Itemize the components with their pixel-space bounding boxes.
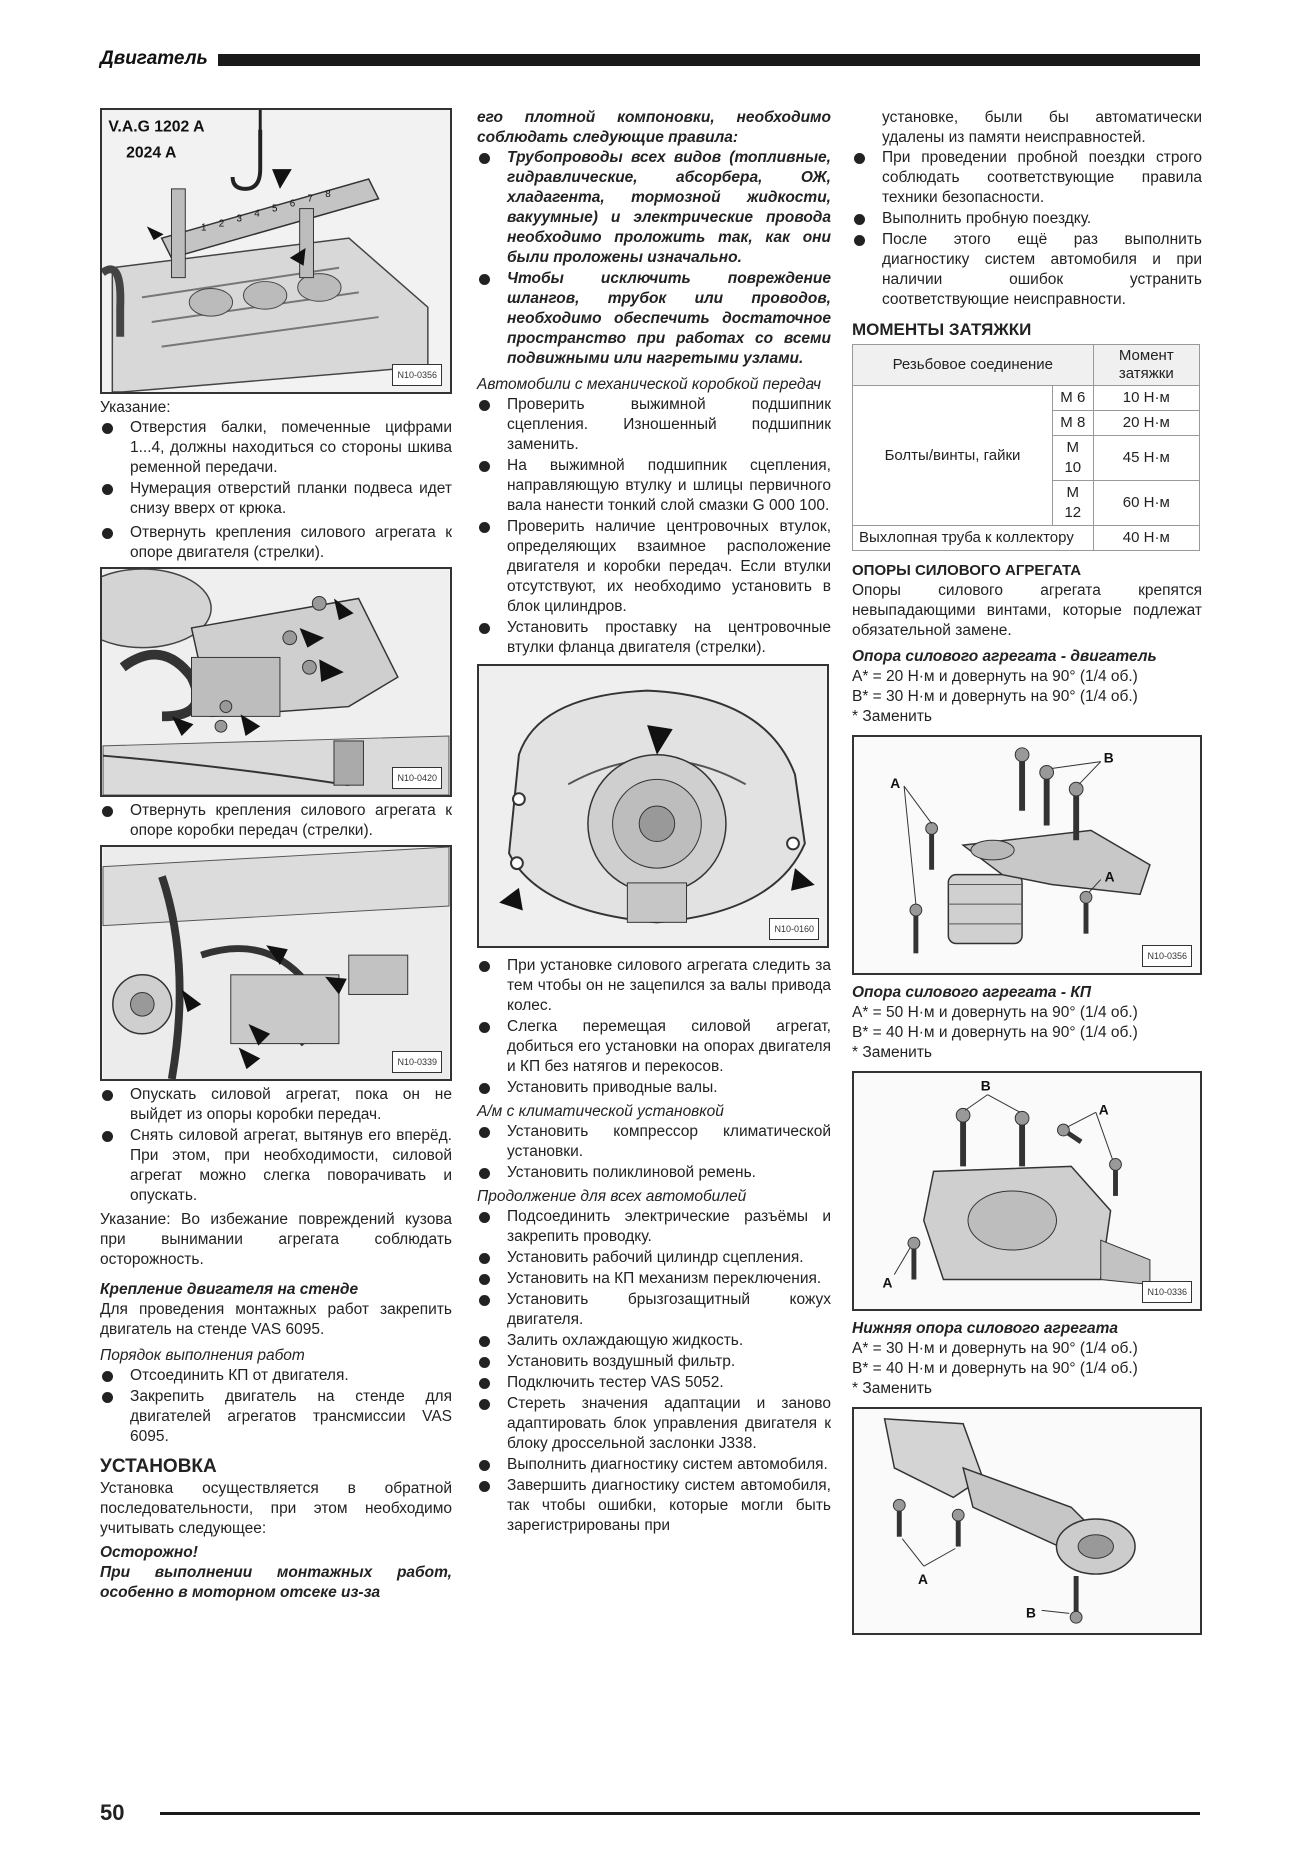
figure-gearbox-support xyxy=(852,1071,1202,1311)
table-header-row xyxy=(853,345,1200,386)
table-header-cell: Момент затяжки xyxy=(1093,345,1199,386)
figure-gearbox-mount xyxy=(100,845,452,1081)
list-item: Стереть значения адаптации и заново адаптировать блок управления двигателя к блоку дроссельной заслонки J338. xyxy=(477,1394,831,1454)
table-row xyxy=(853,386,1200,411)
table-header-cell: Резьбовое соединение xyxy=(853,345,1094,386)
torque-table xyxy=(852,344,1200,551)
list-item: После этого ещё раз выполнить диагностику систем автомобиля и при наличии ошибок устранить соответствующие неисправности. xyxy=(852,230,1202,310)
subsection-title: Автомобили с механической коробкой передач xyxy=(477,376,822,393)
beam-number: 1 xyxy=(201,222,207,234)
page-number: 50 xyxy=(100,1800,125,1825)
section-heading: УСТАНОВКА xyxy=(100,1456,217,1477)
figure-code: N10-0356 xyxy=(1142,945,1192,967)
replace-note: * Заменить xyxy=(852,1044,932,1061)
figure-code: N10-0160 xyxy=(769,918,819,940)
table-cell: М 12 xyxy=(1053,481,1094,526)
list-item: При установке силового агрегата следить за тем чтобы он не зацепился за валы привода колес. xyxy=(477,956,831,1016)
table-cell: 45 Н·м xyxy=(1093,436,1199,481)
list-item: Опускать силовой агрегат, пока он не выйдет из опоры коробки передач. xyxy=(100,1085,452,1125)
list-item: Установить компрессор климатической установки. xyxy=(477,1122,831,1162)
section-title: Двигатель xyxy=(100,48,208,69)
list-item: Отсоединить КП от двигателя. xyxy=(100,1366,452,1386)
table-row xyxy=(853,526,1200,551)
list-item: Установить поликлиновой ремень. xyxy=(477,1163,831,1183)
list-item: Выполнить диагностику систем автомобиля. xyxy=(477,1455,831,1475)
gearbox-support-illustration xyxy=(854,1073,1200,1309)
list-item: Закрепить двигатель на стенде для двигателей агрегатов трансмиссии VAS 6095. xyxy=(100,1387,452,1447)
mount-title: Нижняя опора силового агрегата xyxy=(852,1320,1118,1337)
section-heading: МОМЕНТЫ ЗАТЯЖКИ xyxy=(852,320,1032,339)
list-item: Трубопроводы всех видов (топливные, гидравлические, абсорбера, ОЖ, хладагента, тормозной жидкости, вакуумные) и электрические провода необходимо проложить так, как они были проложены изначально. xyxy=(477,148,831,268)
subsection-title: Продолжение для всех автомобилей xyxy=(477,1188,747,1205)
replace-note: * Заменить xyxy=(852,1380,932,1397)
table-cell: 60 Н·м xyxy=(1093,481,1199,526)
figure-code: N10-0336 xyxy=(1142,1281,1192,1303)
mount-title: Опора силового агрегата - двигатель xyxy=(852,648,1157,665)
lifting-beam-illustration xyxy=(102,110,450,392)
list-item: Отвернуть крепления силового агрегата к опоре коробки передач (стрелки). xyxy=(100,801,452,841)
list-item: На выжимной подшипник сцепления, направляющую втулку и шлицы первичного вала нанести тонкий слой смазки G 000 100. xyxy=(477,456,831,516)
list-item: Установить приводные валы. xyxy=(477,1078,831,1098)
list-item: Залить охлаждающую жидкость. xyxy=(477,1331,831,1351)
section-heading: ОПОРЫ СИЛОВОГО АГРЕГАТА xyxy=(852,562,1082,579)
figure-code: N10-0356 xyxy=(392,364,442,386)
paragraph: установке, были бы автоматически удалены из памяти неисправностей. xyxy=(882,109,1202,146)
mount-title: Опора силового агрегата - КП xyxy=(852,984,1092,1001)
table-cell: 40 Н·м xyxy=(1093,526,1199,551)
list-item: Установить рабочий цилиндр сцепления. xyxy=(477,1248,831,1268)
paragraph: Для проведения монтажных работ закрепить двигатель на стенде VAS 6095. xyxy=(100,1301,452,1338)
callout-label: A xyxy=(917,1571,928,1587)
column-3 xyxy=(852,108,1202,1635)
callout-label: A xyxy=(890,776,901,792)
beam-number: 2 xyxy=(218,218,225,230)
table-cell: М 6 xyxy=(1053,386,1094,411)
table-cell: М 8 xyxy=(1053,411,1094,436)
engine-mount-illustration xyxy=(102,569,450,795)
list-item: Слегка перемещая силовой агрегат, добиться его установки на опорах двигателя и КП без натягов и перекосов. xyxy=(477,1017,831,1077)
engine-support-illustration xyxy=(854,737,1200,973)
figure-lower-support xyxy=(852,1407,1202,1635)
lower-support-illustration xyxy=(854,1409,1200,1633)
paragraph: Установка осуществляется в обратной последовательности, при этом необходимо учитывать следующее: xyxy=(100,1480,452,1537)
list-item: Отвернуть крепления силового агрегата к опоре двигателя (стрелки). xyxy=(100,523,452,563)
list-item: Подсоединить электрические разъёмы и закрепить проводку. xyxy=(477,1207,831,1247)
figure-engine-support xyxy=(852,735,1202,975)
torque-spec: A* = 30 Н·м и довернуть на 90° (1/4 об.) xyxy=(852,1340,1138,1357)
note-label: Указание: xyxy=(100,399,171,416)
caution-text: При выполнении монтажных работ, особенно в моторном отсеке из-за xyxy=(100,1564,452,1601)
note-text: Указание: Во избежание повреждений кузова при вынимании агрегата соблюдать осторожность. xyxy=(100,1211,452,1268)
beam-number: 7 xyxy=(307,193,314,205)
figure-code: N10-0339 xyxy=(392,1051,442,1073)
list-item: Отверстия балки, помеченные цифрами 1...4, должны находиться со стороны шкива ременной передачи. xyxy=(100,418,452,478)
subsection-title: Крепление двигателя на стенде xyxy=(100,1281,359,1298)
callout-label: B xyxy=(1103,750,1114,766)
figure-lifting-beam xyxy=(100,108,452,394)
list-item: Подключить тестер VAS 5052. xyxy=(477,1373,831,1393)
list-item: Установить воздушный фильтр. xyxy=(477,1352,831,1372)
table-cell: М 10 xyxy=(1053,436,1094,481)
beam-number: 6 xyxy=(289,198,296,210)
list-item: Установить на КП механизм переключения. xyxy=(477,1269,831,1289)
beam-number: 8 xyxy=(325,188,331,200)
beam-number: 4 xyxy=(254,208,260,220)
list-item: Установить брызгозащитный кожух двигателя. xyxy=(477,1290,831,1330)
replace-note: * Заменить xyxy=(852,708,932,725)
callout-label: B xyxy=(980,1078,991,1094)
list-item: Чтобы исключить повреждение шлангов, трубок или проводов, необходимо обеспечить достаточное пространство при работах со всеми подвижными или нагретыми узлами. xyxy=(477,269,831,369)
caution-title: Осторожно! xyxy=(100,1544,198,1561)
figure-flange-spacer xyxy=(477,664,829,948)
gearbox-mount-illustration xyxy=(102,847,450,1079)
callout-label: B xyxy=(1026,1605,1036,1621)
subsection-title: А/м с климатической установкой xyxy=(477,1103,724,1120)
table-cell: Выхлопная труба к коллектору xyxy=(853,526,1094,551)
list-item: Установить проставку на центровочные втулки фланца двигателя (стрелки). xyxy=(477,618,831,658)
table-cell: 10 Н·м xyxy=(1093,386,1199,411)
subsection-title: Порядок выполнения работ xyxy=(100,1347,305,1364)
torque-spec: B* = 30 Н·м и довернуть на 90° (1/4 об.) xyxy=(852,688,1138,705)
tool-label-1: V.A.G 1202 A xyxy=(108,118,205,136)
callout-label: A xyxy=(882,1275,893,1291)
beam-number: 3 xyxy=(236,213,243,225)
torque-spec: B* = 40 Н·м и довернуть на 90° (1/4 об.) xyxy=(852,1360,1138,1377)
list-item: Нумерация отверстий планки подвеса идет снизу вверх от крюка. xyxy=(100,479,452,519)
torque-spec: A* = 50 Н·м и довернуть на 90° (1/4 об.) xyxy=(852,1004,1138,1021)
figure-engine-mount xyxy=(100,567,452,797)
column-1 xyxy=(100,108,452,1603)
callout-label: A xyxy=(1098,1102,1109,1118)
list-item: Снять силовой агрегат, вытянув его вперёд. При этом, при необходимости, силовой агрегат можно слегка поворачивать и опускать. xyxy=(100,1126,452,1206)
callout-label: A xyxy=(1104,869,1115,885)
list-item: Выполнить пробную поездку. xyxy=(852,209,1202,229)
tool-label-2: 2024 A xyxy=(126,144,177,162)
column-2 xyxy=(477,108,831,1537)
paragraph: Опоры силового агрегата крепятся невыпадающими винтами, которые подлежат обязательной замене. xyxy=(852,582,1202,639)
torque-spec: A* = 20 Н·м и довернуть на 90° (1/4 об.) xyxy=(852,668,1138,685)
list-item: Завершить диагностику систем автомобиля, так чтобы ошибки, которые могли быть зарегистрированы при xyxy=(477,1476,831,1536)
list-item: Проверить выжимной подшипник сцепления. Изношенный подшипник заменить. xyxy=(477,395,831,455)
footer-rule xyxy=(160,1812,1200,1815)
caution-text: его плотной компоновки, необходимо соблюдать следующие правила: xyxy=(477,109,831,146)
header-rule xyxy=(218,54,1200,66)
beam-number: 5 xyxy=(272,203,278,215)
table-cell: Болты/винты, гайки xyxy=(853,386,1053,526)
flange-spacer-illustration xyxy=(479,666,827,946)
torque-spec: B* = 40 Н·м и довернуть на 90° (1/4 об.) xyxy=(852,1024,1138,1041)
list-item: При проведении пробной поездки строго соблюдать соответствующие правила техники безопасности. xyxy=(852,148,1202,208)
figure-code: N10-0420 xyxy=(392,767,442,789)
table-cell: 20 Н·м xyxy=(1093,411,1199,436)
list-item: Проверить наличие центровочных втулок, определяющих взаимное расположение двигателя и коробки передач. Если втулки отсутствуют, их необходимо установить в блок цилиндров. xyxy=(477,517,831,617)
